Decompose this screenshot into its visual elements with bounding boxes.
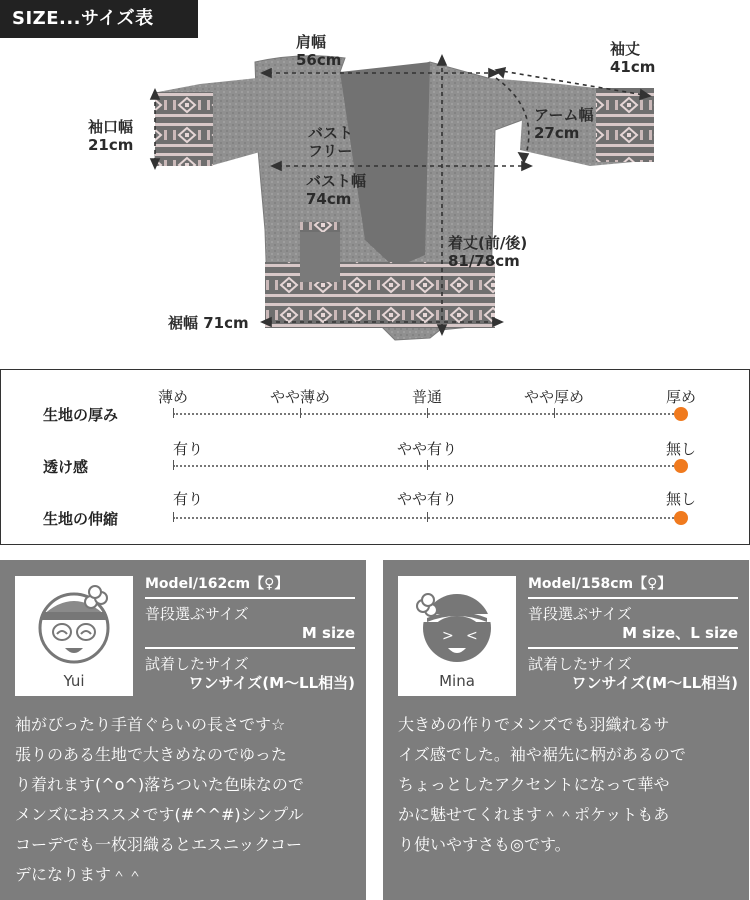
stretch-tick xyxy=(173,512,174,522)
shoulder-label: 肩幅 xyxy=(296,33,327,51)
sleeve-length-label: 袖丈 xyxy=(610,40,641,58)
avatar xyxy=(398,576,516,696)
thickness-tick xyxy=(427,408,428,418)
length-label: 着丈(前/後) xyxy=(448,234,528,252)
cuff-label: 袖口幅 xyxy=(88,118,134,136)
model-info xyxy=(528,574,738,697)
avatar-name: Yui xyxy=(63,672,85,690)
bust-width-label: バスト幅 xyxy=(306,172,367,190)
shoulder-dimension xyxy=(296,33,341,69)
thickness-selected-dot xyxy=(674,407,688,421)
comment-line: デになります＾＾ xyxy=(15,865,144,884)
usual-size-value: M size、L size xyxy=(622,624,738,642)
comment-line: り使いやすさも◎です。 xyxy=(398,835,571,854)
sleeve-length-value: 41cm xyxy=(610,58,656,76)
usual-size-label: 普段選ぶサイズ xyxy=(528,605,632,623)
size-section xyxy=(0,0,750,368)
stretch-tick xyxy=(427,512,428,522)
thickness-tick xyxy=(300,408,301,418)
model-height: Model/158cm【♀】 xyxy=(528,576,672,592)
bust-free-line2: フリー xyxy=(308,142,353,160)
tried-size-label: 試着したサイズ xyxy=(528,655,632,673)
bust-width-dimension xyxy=(306,172,366,208)
model-comment xyxy=(398,710,740,860)
stretch-selected-dot xyxy=(674,511,688,525)
armhole-value: 27cm xyxy=(534,124,580,142)
divider xyxy=(528,597,738,599)
thickness-label-0: 薄め xyxy=(157,388,189,406)
avatar-name: Mina xyxy=(439,672,475,690)
thickness-label-3: やや厚め xyxy=(523,388,585,406)
thickness-label-4: 厚め xyxy=(665,388,697,406)
transparency-title: 透け感 xyxy=(43,458,89,476)
length-value: 81/78cm xyxy=(448,252,520,270)
sleeve-length-dimension xyxy=(610,40,655,76)
length-dimension xyxy=(448,234,527,270)
thickness-tick xyxy=(554,408,555,418)
tried-size-label: 試着したサイズ xyxy=(145,655,249,673)
stretch-row xyxy=(1,488,750,540)
thickness-label-1: やや薄め xyxy=(269,388,331,406)
transparency-tick xyxy=(427,460,428,470)
comment-line: 大きめの作りでメンズでも羽織れるサ xyxy=(398,715,670,734)
stretch-title: 生地の伸縮 xyxy=(43,510,119,528)
size-table-tag: SIZE...サイズ表 xyxy=(0,0,198,38)
stretch-label-1: やや有り xyxy=(396,490,458,508)
bust-free-line1: バスト xyxy=(308,124,354,142)
mina-face-icon xyxy=(398,576,516,676)
svg-text:<: < xyxy=(466,628,478,644)
model-info xyxy=(145,574,355,697)
comment-line: 張りのある生地で大きめなのでゆった xyxy=(15,745,287,764)
model-comment xyxy=(15,710,357,890)
thickness-label-2: 普通 xyxy=(411,388,443,406)
shoulder-value: 56cm xyxy=(296,51,342,69)
comment-line: り着れます(^o^)落ちついた色味なので xyxy=(15,775,304,794)
cuff-value: 21cm xyxy=(88,136,134,154)
comment-line: メンズにおススメです(#^^#)シンプル xyxy=(15,805,304,824)
svg-text:>: > xyxy=(442,628,454,644)
transparency-row xyxy=(1,438,750,490)
comment-line: かに魅せてくれます＾＾ポケットもあ xyxy=(398,805,670,824)
bust-free-label xyxy=(308,124,353,160)
divider xyxy=(145,647,355,649)
avatar xyxy=(15,576,133,696)
divider xyxy=(528,647,738,649)
bust-width-value: 74cm xyxy=(306,190,352,208)
model-card-yui xyxy=(0,560,366,900)
comment-line: ちょっとしたアクセントになって華や xyxy=(398,775,670,794)
usual-size-value: M size xyxy=(301,624,355,642)
armhole-dimension xyxy=(534,106,594,142)
model-height: Model/162cm【♀】 xyxy=(145,576,289,592)
transparency-label-1: やや有り xyxy=(396,440,458,458)
transparency-tick xyxy=(173,460,174,470)
armhole-label: アーム幅 xyxy=(534,106,594,124)
thickness-title: 生地の厚み xyxy=(43,406,119,424)
model-card-mina xyxy=(383,560,749,900)
stretch-label-0: 有り xyxy=(173,490,204,508)
comment-line: イズ感でした。袖や裾先に柄があるので xyxy=(398,745,686,764)
stretch-label-2: 無し xyxy=(665,490,697,508)
cuff-dimension xyxy=(88,118,133,154)
hem-dimension: 裾幅 71cm xyxy=(168,314,249,332)
transparency-label-2: 無し xyxy=(665,440,697,458)
tried-size-value: ワンサイズ(M〜LL相当) xyxy=(571,674,738,692)
tried-size-value: ワンサイズ(M〜LL相当) xyxy=(188,674,355,692)
divider xyxy=(145,597,355,599)
thickness-tick xyxy=(173,408,174,418)
comment-line: 袖がぴったり手首ぐらいの長さです☆ xyxy=(15,715,286,734)
usual-size-label: 普段選ぶサイズ xyxy=(145,605,249,623)
comment-line: コーデでも一枚羽織るとエスニックコー xyxy=(15,835,303,854)
thickness-row xyxy=(1,386,750,438)
yui-face-icon xyxy=(15,576,133,676)
model-reviews xyxy=(0,545,750,900)
transparency-label-0: 有り xyxy=(173,440,204,458)
fabric-properties-panel xyxy=(0,369,750,545)
transparency-selected-dot xyxy=(674,459,688,473)
